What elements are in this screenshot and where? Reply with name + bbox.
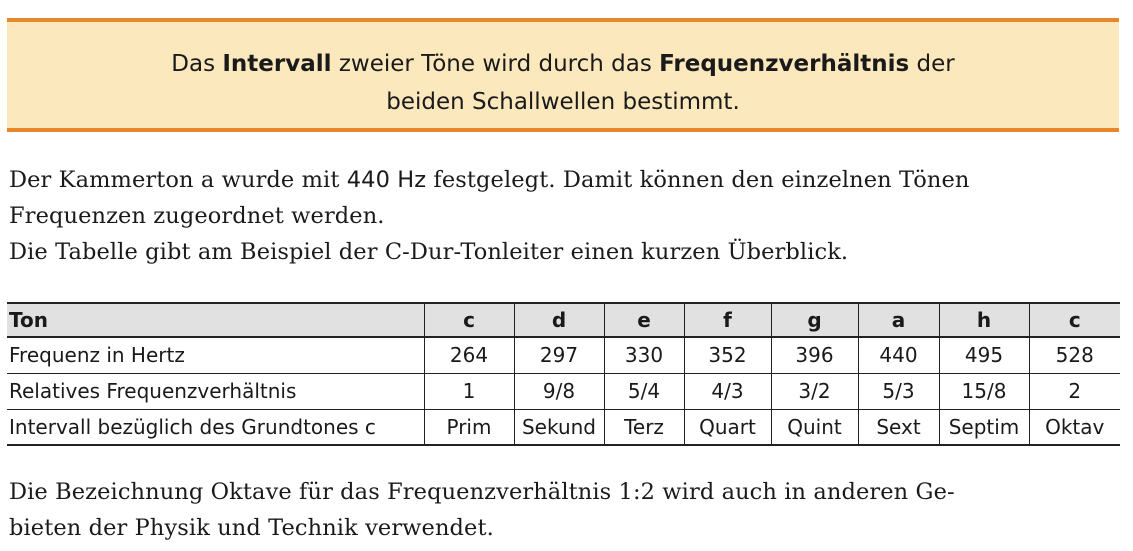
table-cell: 3/2	[771, 373, 858, 409]
table-row-ratio	[7, 373, 1120, 409]
table-cell: 2	[1029, 373, 1120, 409]
table-row-frequency	[7, 337, 1120, 373]
header-cell-ton: Ton	[7, 303, 424, 337]
table-cell: 330	[604, 337, 684, 373]
table-cell: 440	[858, 337, 939, 373]
row-label: Frequenz in Hertz	[7, 337, 424, 373]
closing-line-1: Die Bezeichnung Oktave für das Frequenzverhältnis 1:2 wird auch in anderen Ge-	[9, 479, 955, 505]
table-cell: Prim	[424, 409, 514, 445]
header-cell-f: f	[684, 303, 771, 337]
table-cell: Septim	[939, 409, 1029, 445]
table-cell: Terz	[604, 409, 684, 445]
definition-text: Das	[171, 51, 223, 77]
row-label: Intervall bezüglich des Grundtones c	[7, 409, 424, 445]
table-cell: 396	[771, 337, 858, 373]
header-cell-a: a	[858, 303, 939, 337]
table-cell: 1	[424, 373, 514, 409]
kammerton-frequency: 440 Hz	[346, 167, 427, 193]
table-row-interval	[7, 409, 1120, 445]
closing-line-2: bieten der Physik und Technik verwendet.	[9, 515, 494, 541]
table-cell: 264	[424, 337, 514, 373]
table-cell: 4/3	[684, 373, 771, 409]
intro-line-2: Frequenzen zugeordnet werden.	[9, 203, 385, 229]
intro-text: Der Kammerton a wurde mit	[9, 167, 347, 193]
c-major-scale-table	[7, 302, 1120, 446]
header-cell-h: h	[939, 303, 1029, 337]
intro-line-1	[9, 162, 1124, 198]
definition-text: zweier Töne wird durch das	[331, 51, 660, 77]
table-cell: 5/4	[604, 373, 684, 409]
header-cell-c: c	[424, 303, 514, 337]
table-cell: Sekund	[514, 409, 604, 445]
table-header-row	[7, 303, 1120, 337]
table-cell: Quart	[684, 409, 771, 445]
table-cell: Oktav	[1029, 409, 1120, 445]
table-cell: 5/3	[858, 373, 939, 409]
intro-line-3: Die Tabelle gibt am Beispiel der C-Dur-Tonleiter einen kurzen Überblick.	[9, 239, 849, 265]
header-cell-g: g	[771, 303, 858, 337]
table-cell: 495	[939, 337, 1029, 373]
definition-line-2: beiden Schallwellen bestimmt.	[386, 89, 740, 115]
table-cell: 297	[514, 337, 604, 373]
intro-paragraph	[9, 162, 1124, 270]
header-cell-c-octave: c	[1029, 303, 1120, 337]
header-cell-e: e	[604, 303, 684, 337]
definition-text: der	[909, 51, 955, 77]
intro-text: festgelegt. Damit können den einzelnen Tönen	[426, 167, 970, 193]
table-cell: 15/8	[939, 373, 1029, 409]
table-cell: 352	[684, 337, 771, 373]
definition-line-1	[7, 45, 1119, 83]
table-cell: 528	[1029, 337, 1120, 373]
table-cell: Quint	[771, 409, 858, 445]
header-cell-d: d	[514, 303, 604, 337]
term-frequenzverhaeltnis: Frequenzverhältnis	[659, 51, 910, 77]
table-cell: 9/8	[514, 373, 604, 409]
table-cell: Sext	[858, 409, 939, 445]
closing-paragraph	[9, 474, 1124, 546]
term-intervall: Intervall	[222, 51, 332, 77]
definition-box	[7, 18, 1119, 132]
row-label: Relatives Frequenzverhältnis	[7, 373, 424, 409]
